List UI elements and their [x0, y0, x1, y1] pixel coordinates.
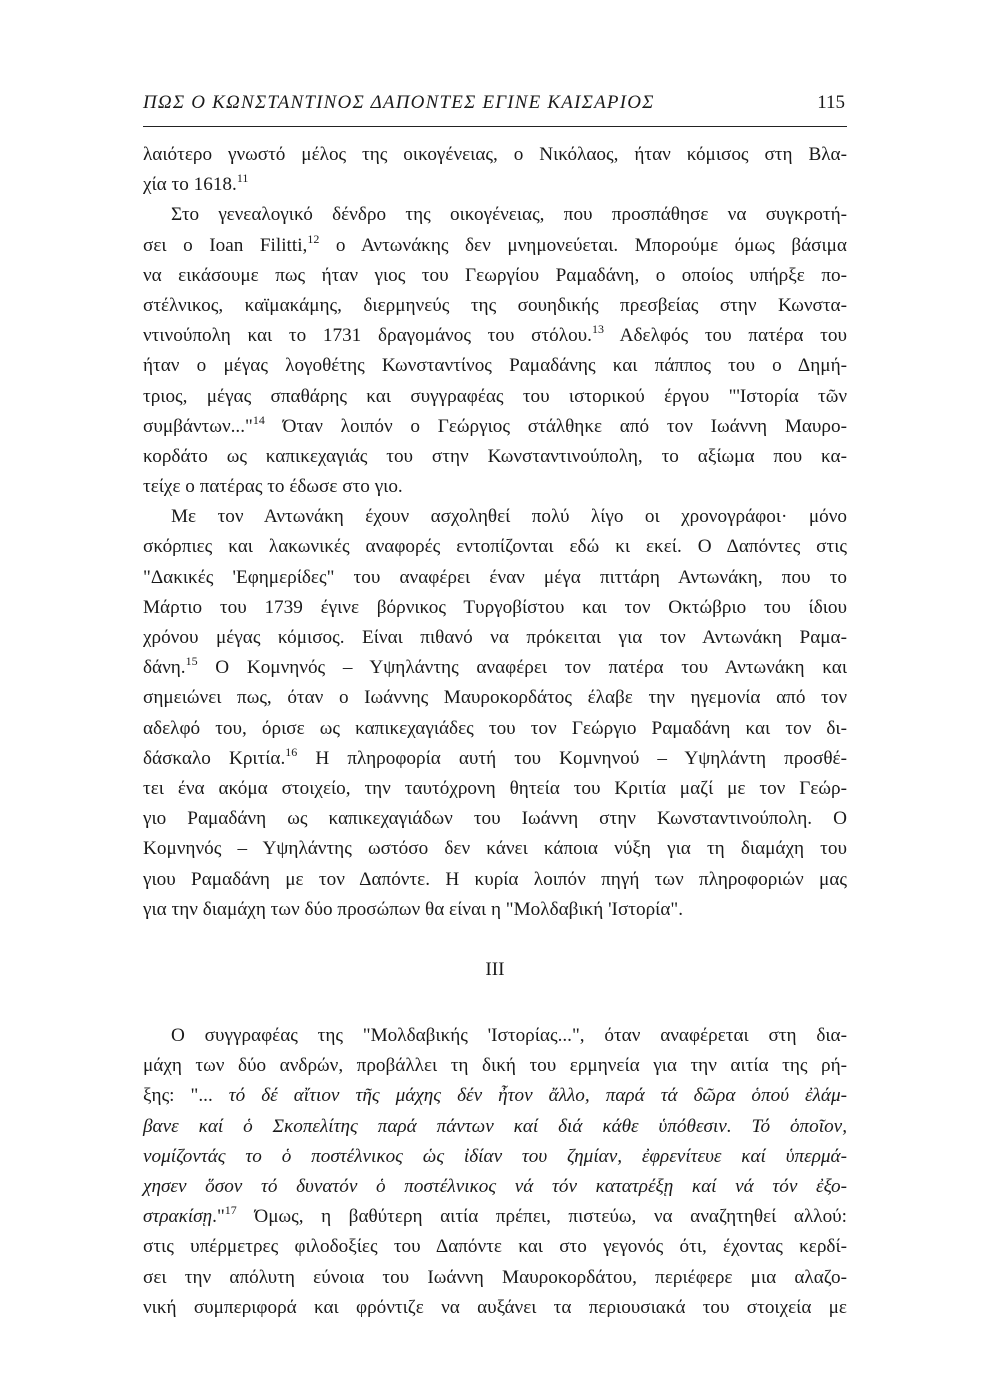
footnote-ref: 16 [285, 744, 298, 759]
text-line: ξης: "... τό δέ αἴτιον τῆς μάχης δέν ἦτον ἄλλο, παρά τά δῶρα ὁπού ἐλάμ- [143, 1085, 847, 1107]
text-line: σημειώνει πως, όταν ο Ιωάννης Μαυροκορδάτος έλαβε την ηγεμονία από τον [143, 687, 847, 709]
text-line: τει ένα ακόμα στοιχείο, την ταυτόχρονη θητεία του Κριτία μαζί με τον Γεώρ- [143, 777, 847, 799]
text-line: για την διαμάχη των δύο προσώπων θα είναι η "Μολδαβική 'Ιστορία". [143, 898, 684, 920]
footnote-ref: 12 [307, 231, 320, 246]
text-line: δάσκαλο Κριτία.$^{16}$ Η πληροφορία αυτή του Κομνηνού – Υψηλάντη προσθέ- [143, 744, 847, 769]
footnote-ref: 17 [224, 1203, 237, 1218]
text-line: σει την απόλυτη εύνοια του Ιωάννη Μαυροκορδάτου, περιέφερε μια αλαζο- [143, 1266, 847, 1288]
text-line: να εικάσουμε πως ήταν γιος του Γεωργίου Ραμαδάνη, ο οποίος υπήρξε πο- [143, 264, 847, 286]
text-line: στέλνικος, καϊμακάμης, διερμηνεύς της σουηδικής πρεσβείας στην Κωνστα- [143, 294, 847, 316]
text-line: ήταν ο μέγας λογοθέτης Κωνσταντίνος Ραμαδάνης και πάππος του ο Δημή- [143, 355, 847, 377]
text-line: Ο συγγραφέας της "Μολδαβικής 'Ιστορίας...", όταν αναφέρεται στη δια- [171, 1025, 847, 1047]
text-line: σει ο Ioan Filitti,$^{12}$ ο Αντωνάκης δεν μνημονεύεται. Μπορούμε όμως βάσιμα [143, 231, 847, 256]
text-line: τείχε ο πατέρας το έδωσε στο γιο. [143, 476, 403, 498]
footnote-ref: 11 [236, 171, 249, 186]
text-line: λαιότερο γνωστό μέλος της οικογένειας, ο Νικόλαος, ήταν κόμισος στη Βλα- [143, 144, 847, 165]
text-line: βανε καί ὁ Σκοπελίτης παρά πάντων καί διά κάθε ὑπόθεσιν. Τό ὁποῖον, [143, 1115, 847, 1137]
text-line: σκόρπιες και λακωνικές αναφορές εντοπίζονται εδώ κι εκεί. Ο Δαπόντες στις [143, 536, 847, 558]
text-line: Στο γενεαλογικό δένδρο της οικογένειας, που προσπάθησε να συγκροτή- [171, 204, 847, 226]
text-line: "Δακικές 'Εφημερίδες" του αναφέρει έναν μέγα πιττάρη Αντωνάκη, που το [143, 566, 847, 588]
text-line: τριος, μέγας σπαθάρης και συγγραφέας του ιστορικού έργου "'Ιστορία τῶν [143, 385, 847, 407]
text-line: γιο Ραμαδάνη ως καπικεχαγιάδων του Ιωάννη στην Κωνσταντινούπολη. Ο [143, 808, 847, 830]
text-line: νομίζοντάς το ὁ ποστέλνικος ὡς ἰδίαν του ζημίαν, ἐφρενίτευε καί ὑπερμά- [143, 1145, 847, 1167]
text-line: μάχη των δύο ανδρών, προβάλλει τη δική του ερμηνεία για την αιτία της ρή- [143, 1055, 847, 1077]
text-line: χία το 1618.11 [143, 171, 249, 196]
text-line: νική συμπεριφορά και φρόντιζε να αυξάνει τα περιουσιακά του στοιχεία με [143, 1296, 847, 1318]
text-line: Κομνηνός – Υψηλάντης ωστόσο δεν κάνει κάποια νύξη για τη διαμάχη του [143, 838, 847, 860]
text-line: Μάρτιο του 1739 έγινε βόρνικος Τυργοβίστου και τον Οκτώβριο του ίδιου [143, 596, 847, 618]
running-header [143, 92, 847, 127]
text-line: γιου Ραμαδάνη με τον Δαπόντε. Η κυρία λοιπόν πηγή των πληροφοριών μας [143, 868, 847, 890]
text-line: στις υπέρμετρες φιλοδοξίες του Δαπόντε και στο γεγονός ότι, έχοντας κερδί- [143, 1236, 847, 1258]
quotation-italic: στρακίσῃ [143, 1206, 213, 1228]
footnote-ref: 13 [591, 322, 604, 337]
running-title: ΠΩΣ Ο ΚΩΝΣΤΑΝΤΙΝΟΣ ΔΑΠΟΝΤΕΣ ΕΓΙΝΕ ΚΑΙΣΑΡΙΟΣ [143, 92, 655, 113]
footnote-ref: 14 [252, 412, 265, 427]
text-line: κορδάτο ως καπικεχαγιάς του στην Κωνσταντινούπολη, το αξίωμα που κα- [143, 445, 847, 467]
body-text [143, 140, 847, 1323]
text-line: αδελφό του, όρισε ως καπικεχαγιάδες του τον Γεώργιο Ραμαδάνη και τον δι- [143, 717, 847, 739]
text-line: συμβάντων..."$^{14}$ Όταν λοιπόν ο Γεώργιος στάλθηκε από τον Ιωάννη Μαυρο- [143, 412, 847, 437]
text-line: ντινούπολη και το 1731 δραγομάνος του στόλου.$^{13}$ Αδελφός του πατέρα του [143, 322, 847, 347]
text-line: χησεν ὅσον τό δυνατόν ὁ ποστέλνικος νά τόν κατατρέξῃ καί νά τόν ἐξο- [143, 1176, 847, 1197]
footnote-ref: 15 [185, 654, 198, 669]
text-line: χρόνου μέγας κόμισος. Είναι πιθανό να πρόκειται για τον Αντωνάκη Ραμα- [143, 627, 847, 648]
text-line: Με τον Αντωνάκη έχουν ασχοληθεί πολύ λίγο οι χρονογράφοι· μόνο [171, 506, 847, 528]
text-line: στρακίσῃ."$^{17}$ Όμως, η βαθύτερη αιτία πρέπει, πιστεύω, να αναζητηθεί αλλού: [143, 1203, 847, 1228]
page-number: 115 [817, 92, 845, 113]
quotation-italic: τό δέ αἴτιον τῆς μάχης δέν ἦτον ἄλλο, παρά τά δῶρα ὁπού ἐλάμ- [228, 1085, 847, 1107]
text-line: δάνη.$^{15}$ Ο Κομνηνός – Υψηλάντης αναφέρει τον πατέρα του Αντωνάκη και [143, 654, 847, 679]
section-heading: III [485, 958, 505, 980]
